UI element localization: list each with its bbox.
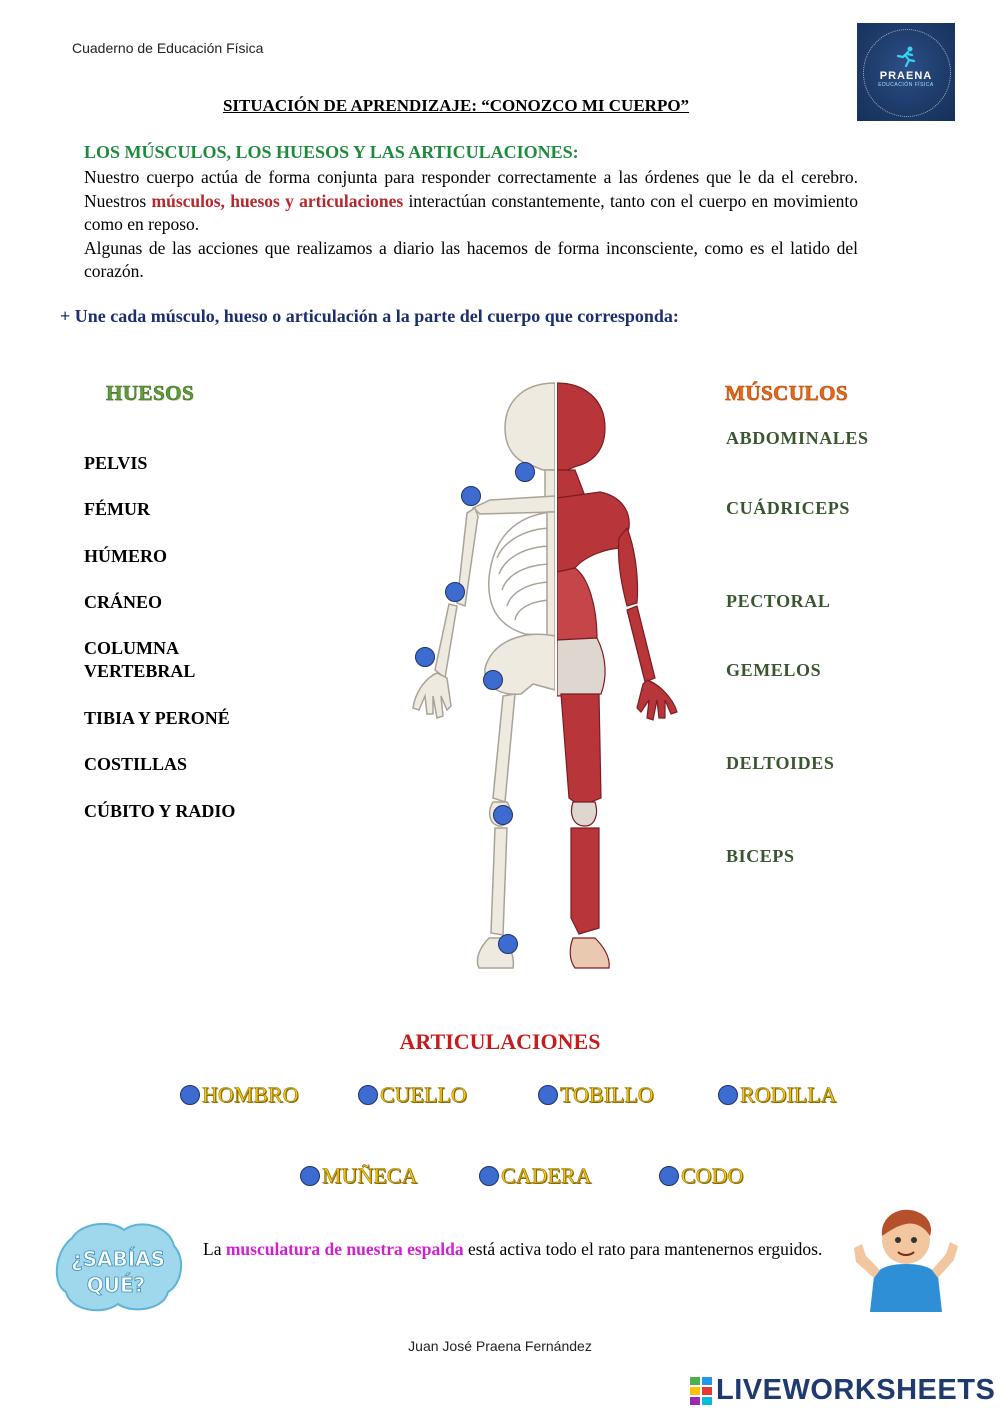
- intro-text: [84, 166, 858, 284]
- fact-highlight: musculatura de nuestra espalda: [225, 1239, 464, 1259]
- joint-item[interactable]: [300, 1163, 417, 1189]
- footer-author: Juan José Praena Fernández: [408, 1338, 592, 1354]
- anatomy-figure: [375, 378, 735, 988]
- intro-highlight: músculos, huesos y articulaciones: [151, 190, 404, 211]
- joint-dot[interactable]: [479, 1166, 499, 1186]
- joint-target-dot[interactable]: [498, 934, 518, 954]
- bone-label[interactable]: FÉMUR: [84, 499, 150, 519]
- joint-label: MUÑECA: [322, 1163, 418, 1188]
- joint-item[interactable]: [659, 1163, 743, 1189]
- badge-line-2: QUÉ?: [86, 1273, 146, 1297]
- bone-label[interactable]: PELVIS: [84, 453, 148, 473]
- joint-item[interactable]: [180, 1082, 299, 1108]
- joint-target-dot[interactable]: [515, 462, 535, 482]
- joint-label: HOMBRO: [202, 1082, 299, 1107]
- did-you-know-badge: [52, 1218, 184, 1318]
- bone-label[interactable]: CÚBITO Y RADIO: [84, 801, 236, 821]
- joint-item[interactable]: [718, 1082, 837, 1108]
- muscle-label[interactable]: CUÁDRICEPS: [726, 498, 851, 518]
- joint-label: CADERA: [501, 1163, 592, 1188]
- joint-target-dot[interactable]: [461, 486, 481, 506]
- logo-name: PRAENA: [879, 70, 933, 82]
- joint-dot[interactable]: [300, 1166, 320, 1186]
- joint-target-dot[interactable]: [445, 582, 465, 602]
- flexing-boy-illustration: [850, 1206, 962, 1312]
- instruction: + Une cada músculo, hueso o articulación a la parte del cuerpo que corresponda:: [60, 306, 679, 326]
- joint-label: RODILLA: [740, 1082, 837, 1107]
- page-title: SITUACIÓN DE APRENDIZAJE: “CONOZCO MI CUERPO”: [222, 96, 690, 115]
- badge-line-1: ¿SABÍAS: [70, 1247, 166, 1271]
- joint-dot[interactable]: [358, 1085, 378, 1105]
- bone-label[interactable]: COSTILLAS: [84, 754, 188, 774]
- muscle-label[interactable]: DELTOIDES: [726, 753, 835, 773]
- joint-dot[interactable]: [538, 1085, 558, 1105]
- liveworksheets-brand[interactable]: [690, 1374, 995, 1407]
- muscle-label[interactable]: BICEPS: [726, 846, 795, 866]
- intro-paragraph-2: Algunas de las acciones que realizamos a diario las hacemos de forma inconsciente, como es el latido del corazón.: [84, 237, 858, 281]
- notebook-label: Cuaderno de Educación Física: [72, 40, 264, 56]
- joint-label: TOBILLO: [560, 1082, 654, 1107]
- joint-item[interactable]: [358, 1082, 467, 1108]
- muscle-label[interactable]: PECTORAL: [726, 591, 831, 611]
- joint-label: CUELLO: [380, 1082, 467, 1107]
- liveworksheets-icon: [690, 1377, 712, 1405]
- joint-dot[interactable]: [180, 1085, 200, 1105]
- bone-label[interactable]: TIBIA Y PERONÉ: [84, 708, 230, 728]
- joint-target-dot[interactable]: [483, 670, 503, 690]
- liveworksheets-text: LIVEWORKSHEETS: [716, 1374, 996, 1406]
- muscle-half: [557, 383, 677, 968]
- muscle-label[interactable]: ABDOMINALES: [726, 428, 869, 448]
- runner-icon: [895, 45, 917, 67]
- joints-heading: ARTICULACIONES: [399, 1029, 601, 1054]
- section-title: LOS MÚSCULOS, LOS HUESOS Y LAS ARTICULACIONES:: [84, 142, 579, 162]
- joint-item[interactable]: [479, 1163, 591, 1189]
- fact-text: La musculatura de nuestra espalda está activa todo el rato para mantenernos erguidos.: [203, 1239, 823, 1259]
- joint-item[interactable]: [538, 1082, 654, 1108]
- logo-subtitle: EDUCACIÓN FÍSICA: [878, 82, 934, 88]
- joint-target-dot[interactable]: [493, 805, 513, 825]
- bones-heading: HUESOS: [106, 381, 195, 405]
- joint-label: CODO: [681, 1163, 744, 1188]
- joint-dot[interactable]: [718, 1085, 738, 1105]
- bone-label[interactable]: CRÁNEO: [84, 592, 163, 612]
- bone-label[interactable]: COLUMNA VERTEBRAL: [84, 638, 196, 681]
- intro-paragraph-1: Nuestro cuerpo actúa de forma conjunta para responder correctamente a las órdenes que le da el cerebro. Nuestros músculos, huesos y articulaciones interactúan constantemente, tanto con el cuerpo en movimiento como en reposo.: [84, 167, 858, 234]
- muscles-heading: MÚSCULOS: [725, 381, 849, 405]
- muscle-label[interactable]: GEMELOS: [726, 660, 822, 680]
- joint-dot[interactable]: [659, 1166, 679, 1186]
- bone-label[interactable]: HÚMERO: [84, 546, 167, 566]
- joint-target-dot[interactable]: [415, 647, 435, 667]
